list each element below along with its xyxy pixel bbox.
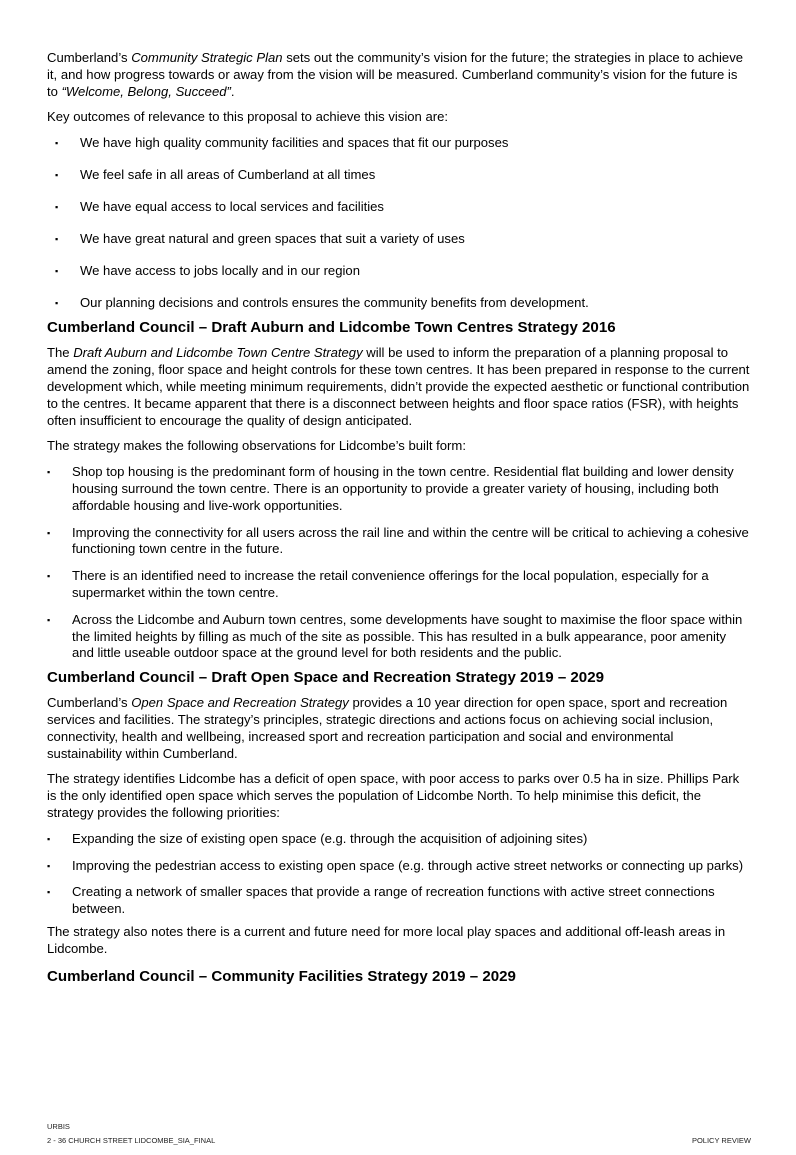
open-space-deficit-paragraph: The strategy identifies Lidcombe has a deficit of open space, with poor access to parks over 0.5 ha in size. Phillips Park is the only identified open space which serves the population of Lidcombe North. To help minimise this deficit, the strategy provides the following priorities: bbox=[47, 771, 740, 820]
observations-intro: The strategy makes the following observations for Lidcombe’s built form: bbox=[47, 438, 466, 454]
page-body bbox=[47, 50, 751, 994]
list-item: ▪ Expanding the size of existing open space (e.g. through the acquisition of adjoining sites) bbox=[47, 831, 751, 848]
list-item: ▪ Our planning decisions and controls ensures the community benefits from development. bbox=[47, 295, 751, 312]
town-centres-strategy-title: Draft Auburn and Lidcombe Town Centre Strategy bbox=[73, 345, 363, 361]
open-space-paragraph bbox=[47, 695, 751, 762]
intro-text-c: . bbox=[230, 83, 235, 99]
intro-text-a: Cumberland’s bbox=[47, 50, 132, 65]
list-item: ▪ We feel safe in all areas of Cumberland at all times bbox=[47, 167, 751, 184]
section-heading-town-centres: Cumberland Council – Draft Auburn and Lidcombe Town Centres Strategy 2016 bbox=[47, 319, 616, 337]
section-heading-community-facilities: Cumberland Council – Community Facilities Strategy 2019 – 2029 bbox=[47, 967, 516, 985]
footer-doc-ref: 2 - 36 CHURCH STREET LIDCOMBE_SIA_FINAL bbox=[47, 1136, 216, 1145]
intro-paragraph bbox=[47, 50, 751, 100]
list-item: ▪ Across the Lidcombe and Auburn town centres, some developments have sought to maximise the floor space within the limited heights by filling as much of the site as possible. This has resulted in a bulk appearance, poor amenity and little useable outdoor space at the ground level for both residents and the public. bbox=[47, 612, 751, 662]
list-item: ▪ We have equal access to local services and facilities bbox=[47, 199, 751, 216]
observations-list bbox=[47, 464, 751, 662]
list-item: ▪ Improving the pedestrian access to existing open space (e.g. through active street networks or connecting up parks) bbox=[47, 858, 751, 875]
list-item: ▪ Shop top housing is the predominant form of housing in the town centre. Residential flat building and lower density housing surround the town centre. There is an opportunity to provide a greater variety of housing, including both affordable housing and live-work opportunities. bbox=[47, 464, 751, 514]
list-item: ▪ Creating a network of smaller spaces that provide a range of recreation functions with active street connections between. bbox=[47, 884, 751, 918]
intro-vision-quote: “Welcome, Belong, Succeed” bbox=[61, 83, 231, 99]
footer-bar bbox=[47, 1136, 751, 1145]
open-space-strategy-title: Open Space and Recreation Strategy bbox=[131, 695, 349, 711]
town-centres-text-a: The bbox=[47, 345, 74, 361]
intro-text-b: sets out the community’s vision for the future; the strategies in place to achieve it, and how progress towards or away from the vision will be measured. Cumberland community’s vision for the future is to bbox=[47, 50, 744, 99]
town-centres-paragraph bbox=[47, 345, 751, 429]
town-centres-text-b: will be used to inform the preparation of a planning proposal to amend the zoning, floor space and height controls for these town centres. It has been prepared in response to the current development which, while meeting minimum requirements, didn’t provide the expected aesthetic or functional contribution to the centres. It became apparent that there is a disconnect between heights and floor space ratios (FSR), with heights often insufficient to encourage the quality of design anticipated. bbox=[47, 345, 750, 428]
list-item: ▪ We have access to jobs locally and in our region bbox=[47, 263, 751, 280]
open-space-text-a: Cumberland’s bbox=[47, 695, 132, 711]
play-spaces-paragraph: The strategy also notes there is a current and future need for more local play spaces and additional off-leash areas in Lidcombe. bbox=[47, 923, 726, 956]
list-item: ▪ We have great natural and green spaces that suit a variety of uses bbox=[47, 231, 751, 248]
priorities-list bbox=[47, 831, 751, 918]
outcomes-list bbox=[47, 135, 751, 311]
list-item: ▪ Improving the connectivity for all users across the rail line and within the centre will be critical to achieving a cohesive functioning town centre in the future. bbox=[47, 525, 751, 559]
list-item: ▪ There is an identified need to increase the retail convenience offerings for the local population, especially for a supermarket within the town centre. bbox=[47, 568, 751, 602]
open-space-text-b: provides a 10 year direction for open space, sport and recreation services and facilities. The strategy’s principles, strategic directions and actions focus on achieving social inclusion, connectivity, health and wellbeing, increased sport and recreation participation and social and environmental sustainability within Cumberland. bbox=[47, 695, 728, 761]
section-heading-open-space: Cumberland Council – Draft Open Space and Recreation Strategy 2019 – 2029 bbox=[47, 669, 604, 687]
intro-plan-title: Community Strategic Plan bbox=[131, 50, 283, 65]
footer-section-name: POLICY REVIEW bbox=[691, 1136, 751, 1145]
footer-company: URBIS bbox=[47, 1122, 70, 1131]
outcomes-intro: Key outcomes of relevance to this proposal to achieve this vision are: bbox=[47, 109, 449, 125]
list-item: ▪ We have high quality community facilities and spaces that fit our purposes bbox=[47, 135, 751, 152]
